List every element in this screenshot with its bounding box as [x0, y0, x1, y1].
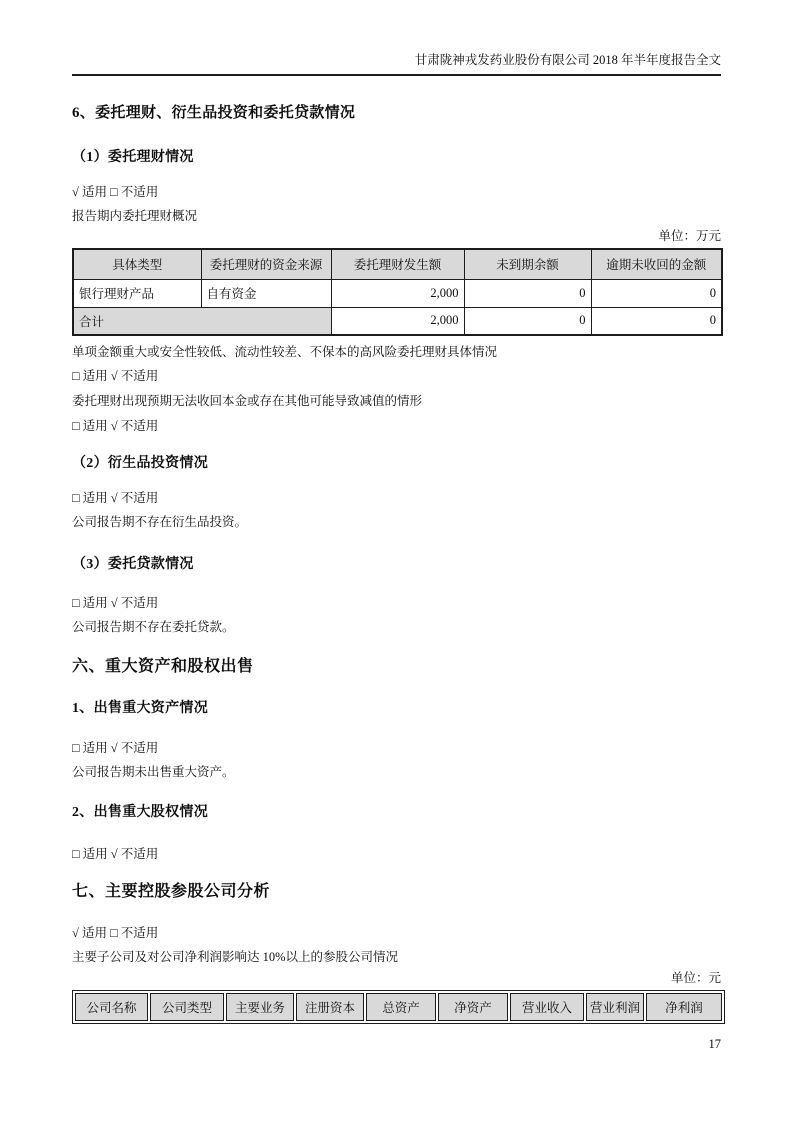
table-header-cell: 净利润	[646, 993, 722, 1021]
applicability-line: □ 适用 √ 不适用	[72, 741, 159, 755]
section-6-heading: 6、委托理财、衍生品投资和委托贷款情况	[72, 105, 356, 121]
entrusted-finance-table	[72, 248, 723, 336]
table-header-cell: 总资产	[366, 993, 436, 1021]
applicability-line: □ 适用 √ 不适用	[72, 491, 159, 505]
unit-label: 单位：万元	[658, 229, 721, 243]
table-header-cell: 营业收入	[510, 993, 584, 1021]
page-header	[72, 0, 721, 76]
table-total-label: 合计	[73, 307, 331, 335]
subsidiary-table	[72, 990, 725, 1024]
table-header-cell: 具体类型	[73, 249, 201, 279]
table-cell: 2,000	[331, 279, 464, 307]
table-header-cell: 公司类型	[150, 993, 224, 1021]
unit-label: 单位：元	[670, 971, 721, 985]
table-header-cell: 委托理财的资金来源	[201, 249, 331, 279]
table-cell: 自有资金	[201, 279, 331, 307]
note-line: 公司报告期不存在委托贷款。	[72, 620, 235, 634]
table-row	[73, 279, 722, 307]
table-header-cell: 营业利润	[586, 993, 644, 1021]
subsection-equity-sale-heading: 2、出售重大股权情况	[72, 805, 208, 820]
table-header-cell: 注册资本	[296, 993, 364, 1021]
table-cell: 2,000	[331, 307, 464, 335]
table-cell: 0	[591, 307, 722, 335]
chapter-6-heading: 六、重大资产和股权出售	[72, 658, 254, 675]
chapter-7-heading: 七、主要控股参股公司分析	[72, 883, 271, 900]
subsection-asset-sale-heading: 1、出售重大资产情况	[72, 701, 208, 716]
table-header-row	[73, 249, 722, 279]
table-header-cell: 净资产	[438, 993, 508, 1021]
high-risk-note: 单项金额重大或安全性较低、流动性较差、不保本的高风险委托理财具体情况	[72, 345, 498, 359]
table-cell: 0	[464, 307, 591, 335]
table-header-cell: 未到期余额	[464, 249, 591, 279]
applicability-line: √ 适用 □ 不适用	[72, 185, 159, 199]
table-header-row	[75, 993, 722, 1021]
intro-line: 主要子公司及对公司净利润影响达 10%以上的参股公司情况	[72, 950, 399, 964]
overview-line: 报告期内委托理财概况	[72, 209, 198, 223]
table-header-cell: 公司名称	[75, 993, 148, 1021]
subsection-6-2-heading: （2）衍生品投资情况	[72, 456, 208, 471]
table-cell: 0	[464, 279, 591, 307]
report-title: 甘肃陇神戎发药业股份有限公司 2018 年半年度报告全文	[414, 53, 721, 67]
table-header-cell: 主要业务	[226, 993, 294, 1021]
table-header-cell: 委托理财发生额	[331, 249, 464, 279]
applicability-line: □ 适用 √ 不适用	[72, 369, 159, 383]
page-number: 17	[708, 1037, 721, 1051]
subsection-6-3-heading: （3）委托贷款情况	[72, 557, 194, 572]
applicability-line: □ 适用 √ 不适用	[72, 847, 159, 861]
table-cell: 0	[591, 279, 722, 307]
table-cell: 银行理财产品	[73, 279, 201, 307]
note-line: 公司报告期不存在衍生品投资。	[72, 515, 248, 529]
applicability-line: □ 适用 √ 不适用	[72, 596, 159, 610]
subsection-6-1-heading: （1）委托理财情况	[72, 150, 194, 165]
table-header-cell: 逾期未收回的金额	[591, 249, 722, 279]
page-content	[72, 103, 721, 1024]
applicability-line: √ 适用 □ 不适用	[72, 926, 159, 940]
note-line: 公司报告期未出售重大资产。	[72, 765, 235, 779]
applicability-line: □ 适用 √ 不适用	[72, 419, 159, 433]
table-total-row	[73, 307, 722, 335]
impairment-note: 委托理财出现预期无法收回本金或存在其他可能导致减值的情形	[72, 394, 423, 408]
